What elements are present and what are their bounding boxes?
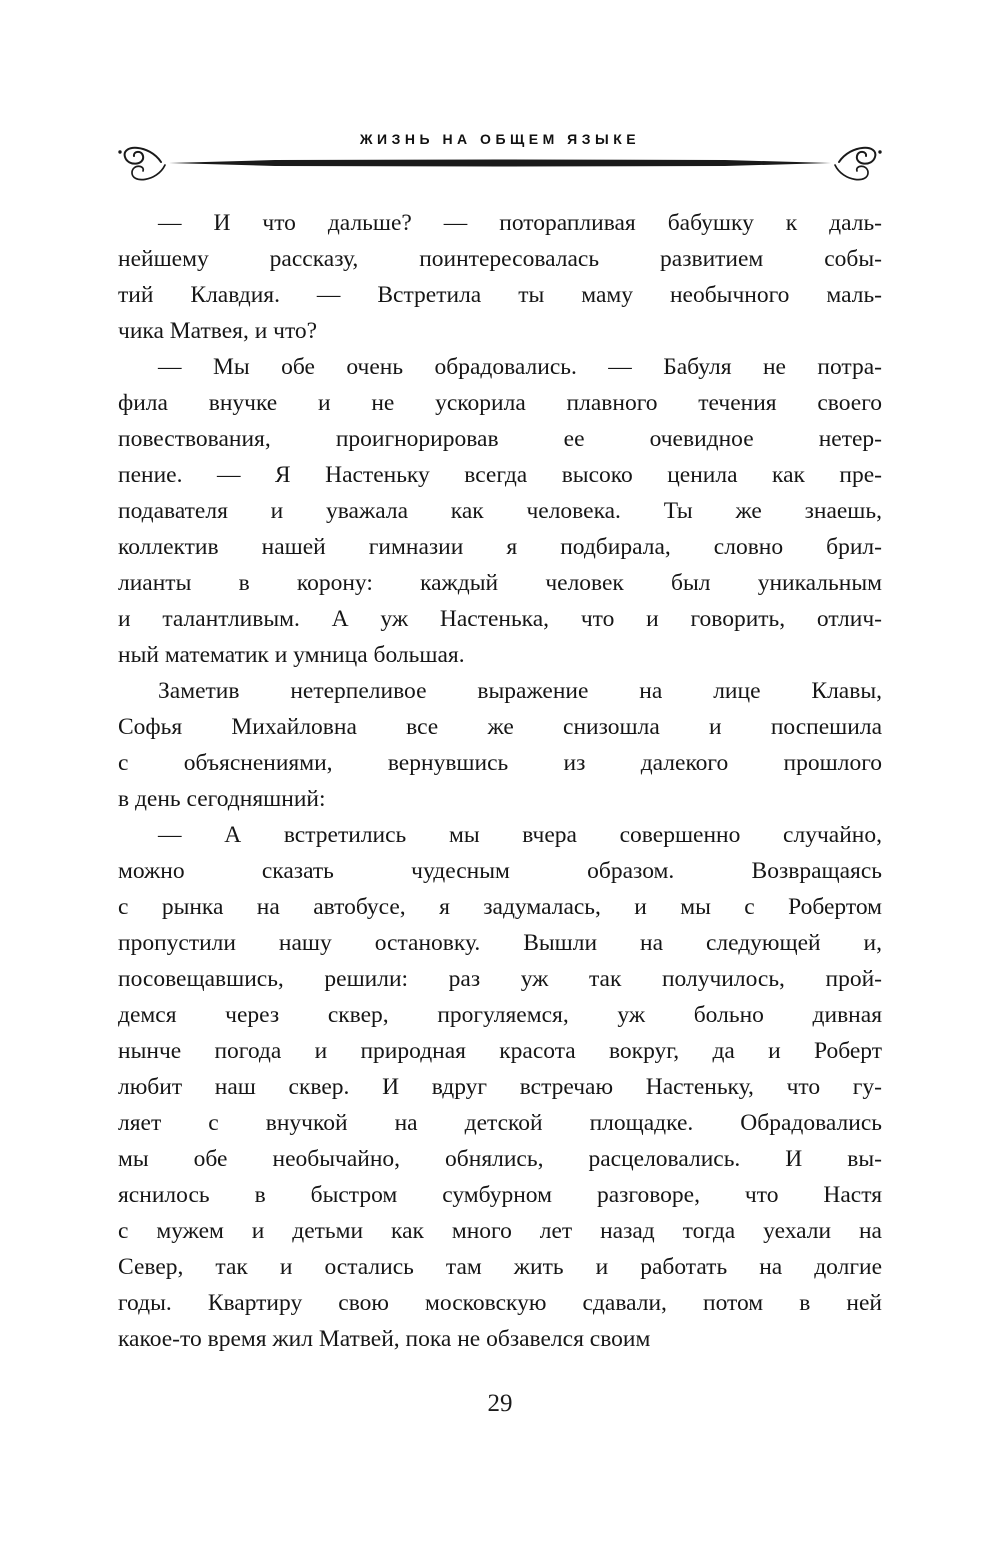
flourish-left-icon bbox=[118, 148, 165, 180]
text-line: и талантливым. А уж Настенька, что и говорить, отлич- bbox=[118, 606, 882, 632]
text-line: тий Клавдия. — Встретила ты маму необычного маль- bbox=[118, 282, 882, 308]
text-line: — И что дальше? — поторапливая бабушку к даль- bbox=[158, 210, 882, 236]
text-line: в день сегодняшний: bbox=[118, 786, 326, 812]
text-line: с рынка на автобусе, я задумалась, и мы с Робертом bbox=[118, 894, 882, 920]
text-line: коллектив нашей гимназии я подбирала, словно брил- bbox=[118, 534, 882, 560]
text-line: годы. Квартиру свою московскую сдавали, потом в ней bbox=[118, 1290, 882, 1316]
text-line: любит наш сквер. И вдруг встречаю Настеньку, что гу- bbox=[118, 1074, 882, 1100]
text-line: — Мы обе очень обрадовались. — Бабуля не потра- bbox=[158, 354, 882, 380]
text-line: ный математик и умница большая. bbox=[118, 642, 465, 668]
text-line: демся через сквер, прогуляемся, уж больно дивная bbox=[118, 1002, 882, 1028]
flourish-right-icon bbox=[835, 148, 882, 180]
text-line: какое-то время жил Матвей, пока не обзавелся своим bbox=[118, 1326, 651, 1352]
paragraph bbox=[118, 349, 882, 673]
paragraph bbox=[118, 817, 882, 1357]
text-line: подавателя и уважала как человека. Ты же знаешь, bbox=[118, 498, 882, 524]
ornament-divider bbox=[115, 136, 885, 188]
text-line: чика Матвея, и что? bbox=[118, 318, 318, 344]
text-line: с объяснениями, вернувшись из далекого прошлого bbox=[118, 750, 882, 776]
divider-line bbox=[169, 160, 831, 167]
text-line: ляет с внучкой на детской площадке. Обрадовались bbox=[118, 1110, 882, 1136]
page-number: 29 bbox=[487, 1390, 513, 1417]
paragraph bbox=[118, 673, 882, 817]
text-line: пение. — Я Настеньку всегда высоко ценила как пре- bbox=[118, 462, 882, 488]
text-line: пропустили нашу остановку. Вышли на следующей и, bbox=[118, 930, 882, 956]
text-line: Софья Михайловна все же снизошла и поспешила bbox=[118, 714, 882, 740]
text-line: посовещавшись, решили: раз уж так получилось, прой- bbox=[118, 966, 882, 992]
text-line: — А встретились мы вчера совершенно случайно, bbox=[158, 822, 882, 848]
text-line: нейшему рассказу, поинтересовалась развитием собы- bbox=[118, 246, 882, 272]
text-line: фила внучке и не ускорила плавного течения своего bbox=[118, 390, 882, 416]
text-line: Север, так и остались там жить и работать на долгие bbox=[118, 1254, 882, 1280]
paragraph bbox=[118, 205, 882, 349]
running-head: ЖИЗНЬ НА ОБЩЕМ ЯЗЫКЕ bbox=[359, 131, 641, 147]
text-line: повествования, проигнорировав ее очевидное нетер- bbox=[118, 426, 882, 452]
text-line: можно сказать чудесным образом. Возвращаясь bbox=[118, 858, 882, 884]
page-body bbox=[118, 205, 882, 1357]
text-line: нынче погода и природная красота вокруг, да и Роберт bbox=[118, 1038, 882, 1064]
text-line: мы обе необычайно, обнялись, расцеловались. И вы- bbox=[118, 1146, 882, 1172]
text-line: яснилось в быстром сумбурном разговоре, что Настя bbox=[118, 1182, 882, 1208]
text-line: Заметив нетерпеливое выражение на лице Клавы, bbox=[158, 678, 882, 704]
text-line: лианты в корону: каждый человек был уникальным bbox=[118, 570, 882, 596]
text-line: с мужем и детьми как много лет назад тогда уехали на bbox=[118, 1218, 882, 1244]
